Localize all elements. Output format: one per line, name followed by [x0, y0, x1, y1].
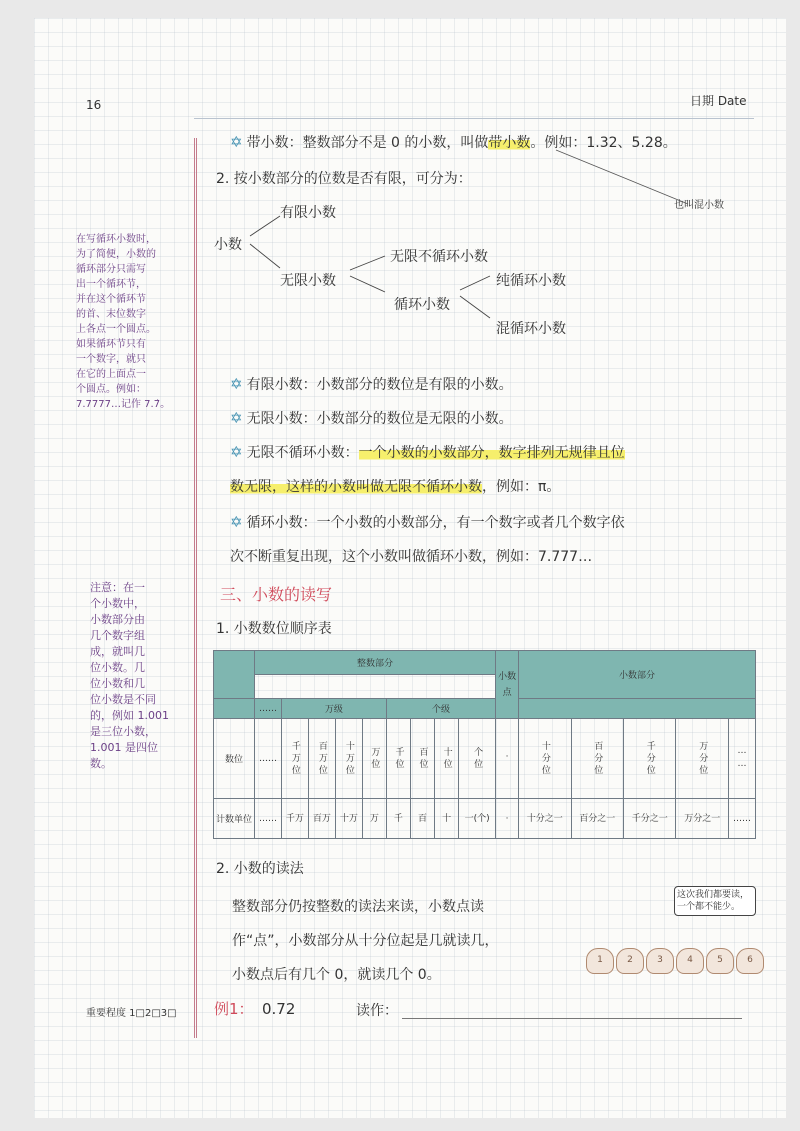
side-note-line: 个小数中， [90, 597, 145, 610]
highlighted-term: 带小数 [488, 135, 531, 151]
dec-digit-cell: 十分位 [519, 719, 571, 799]
def-rep-2: 次不断重复出现，这个小数叫做循环小数，例如：7.777… [230, 549, 593, 565]
def-infinite: ✡ 无限小数：小数部分的数位是无限的小数。 [230, 409, 513, 427]
cat-icon: 4 [676, 948, 704, 974]
dec-digit-cell: 万分位 [676, 719, 728, 799]
tree-root: 小数 [214, 237, 242, 253]
def-nonrep-2: 数无限，这样的小数叫做无限不循环小数，例如：π。 [230, 479, 561, 495]
unit-cell: 千 [386, 799, 410, 839]
side-note-attention [90, 580, 180, 772]
side-note-line: 上各点一个圆点。 [76, 324, 156, 335]
side-note-line: 一个数字，就只 [76, 354, 146, 365]
margin-line-2 [194, 138, 195, 1038]
star-icon: ✡ [230, 375, 243, 393]
digit-cell: 千位 [386, 719, 410, 799]
unit-cell: 十万 [335, 799, 362, 839]
side-note-line: 位小数是不同 [90, 693, 156, 706]
cat-icon: 5 [706, 948, 734, 974]
dots-cell: …… [255, 699, 282, 719]
read-title: 2. 小数的读法 [216, 861, 304, 877]
dec-digit-cell: 千分位 [624, 719, 676, 799]
side-note-line: 在它的上面点一 [76, 369, 146, 380]
unit-cell: 百 [410, 799, 434, 839]
dec-unit-cell: 百分之一 [571, 799, 623, 839]
tree-finite: 有限小数 [280, 205, 336, 221]
side-note-line: 几个数字组 [90, 629, 145, 642]
side-note-line: 数。 [90, 757, 112, 770]
star-icon: ✡ [230, 513, 243, 531]
def-finite: ✡ 有限小数：小数部分的数位是有限的小数。 [230, 375, 513, 393]
star-icon: ✡ [230, 409, 243, 427]
side-note-line: 是三位小数， [90, 725, 156, 738]
digit-cell: 万位 [362, 719, 386, 799]
side-note-line: 循环部分只需写 [76, 264, 146, 275]
dots-cell: …… [255, 719, 282, 799]
band-note: 也叫混小数 [674, 200, 724, 211]
dec-unit-cell: 十分之一 [519, 799, 571, 839]
digit-cell: 百位 [410, 719, 434, 799]
side-note-line: 的首、末位数字 [76, 309, 146, 320]
star-icon: ✡ [230, 443, 243, 461]
tree-mixed: 混循环小数 [496, 321, 566, 337]
side-note-line: 小数部分由 [90, 613, 145, 626]
unit-cell: 一(个) [459, 799, 496, 839]
point-header: 小数点 [496, 651, 519, 719]
header-rule [194, 118, 754, 119]
page-number: 16 [86, 98, 102, 112]
def-rep-1: ✡ 循环小数：一个小数的小数部分，有一个数字或者几个数字依 [230, 513, 625, 531]
cat-icon: 1 [586, 948, 614, 974]
unit-cell: 万 [362, 799, 386, 839]
read-line-2: 作“点”，小数部分从十分位起是几就读几， [232, 933, 499, 949]
side-note-line: 如果循环节只有 [76, 339, 146, 350]
wan-group: 万级 [281, 699, 386, 719]
notebook-page [34, 18, 786, 1118]
section-title: 三、小数的读写 [220, 585, 333, 604]
read-line-3: 小数点后有几个 0，就读几个 0。 [232, 967, 441, 983]
side-note-line: 出一个循环节， [76, 279, 146, 290]
date-label: 日期 Date [690, 94, 747, 108]
tree-rep: 循环小数 [394, 297, 450, 313]
dec-digit-cell: 百分位 [571, 719, 623, 799]
answer-line [402, 1018, 742, 1019]
table-title: 1. 小数数位顺序表 [216, 621, 332, 637]
read-line-1: 整数部分仍按整数的读法来读，小数点读 [232, 899, 484, 915]
side-note-line: 1.001 是四位 [90, 741, 158, 754]
row-label-digit: 数位 [214, 719, 255, 799]
digit-cell: 十位 [435, 719, 459, 799]
dots-cell: …… [728, 799, 755, 839]
dots-cell: …… [255, 799, 282, 839]
digit-cell: 十万位 [335, 719, 362, 799]
def-nonrep-1: ✡ 无限不循环小数：一个小数的小数部分，数字排列无规律且位 [230, 443, 625, 461]
digit-cell: 个位 [459, 719, 496, 799]
example-value: 0.72 [262, 1000, 296, 1018]
star-icon: ✡ [230, 133, 243, 151]
dots-cell: …… [728, 719, 755, 799]
side-note-line: 在写循环小数时， [76, 234, 156, 245]
digit-cell: 千万位 [281, 719, 308, 799]
cat-icon: 3 [646, 948, 674, 974]
margin-line [196, 138, 197, 1038]
cat-row [586, 948, 766, 982]
unit-cell: 千万 [281, 799, 308, 839]
point-cell: · [496, 799, 519, 839]
speech-bubble: 这次我们都要读，一个都不能少。 [674, 886, 756, 916]
side-note-line: 位小数和几 [90, 677, 145, 690]
example-read-label: 读作： [356, 1003, 398, 1019]
side-note-line: 成，就叫几 [90, 645, 145, 658]
digit-cell: 百万位 [308, 719, 335, 799]
unit-cell: 十 [435, 799, 459, 839]
dec-unit-cell: 千分之一 [624, 799, 676, 839]
int-part-header: 整数部分 [255, 651, 496, 675]
side-note-line: 个圆点。例如： [76, 384, 146, 395]
classify-line: 2. 按小数部分的位数是否有限，可分为： [216, 171, 472, 187]
side-note-line: 的，例如 1.001 [90, 709, 169, 722]
band-line: ✡ 带小数：整数部分不是 0 的小数，叫做带小数。例如：1.32、5.28。 [230, 133, 677, 151]
row-label-unit: 计数单位 [214, 799, 255, 839]
dec-unit-cell: 万分之一 [676, 799, 728, 839]
tree-infinite: 无限小数 [280, 273, 336, 289]
cat-icon: 6 [736, 948, 764, 974]
arrow-icon [554, 148, 694, 208]
unit-cell: 百万 [308, 799, 335, 839]
side-note-line: 为了简便，小数的 [76, 249, 156, 260]
point-cell: · [496, 719, 519, 799]
tree-pure: 纯循环小数 [496, 273, 566, 289]
side-note-repeating [76, 232, 188, 412]
side-note-line: 7.7777…记作 7.7̇。 [76, 399, 171, 410]
cat-icon: 2 [616, 948, 644, 974]
example-label: 例1： [214, 1000, 254, 1018]
side-note-line: 并在这个循环节 [76, 294, 146, 305]
decimal-place-table [213, 650, 756, 839]
importance-label: 重要程度 1□2□3□ [86, 1008, 177, 1019]
tree-nonrep: 无限不循环小数 [390, 249, 488, 265]
dec-part-header: 小数部分 [519, 651, 756, 699]
side-note-line: 位小数。几 [90, 661, 145, 674]
ge-group: 个级 [386, 699, 495, 719]
side-note-line: 注意：在一 [90, 581, 145, 594]
